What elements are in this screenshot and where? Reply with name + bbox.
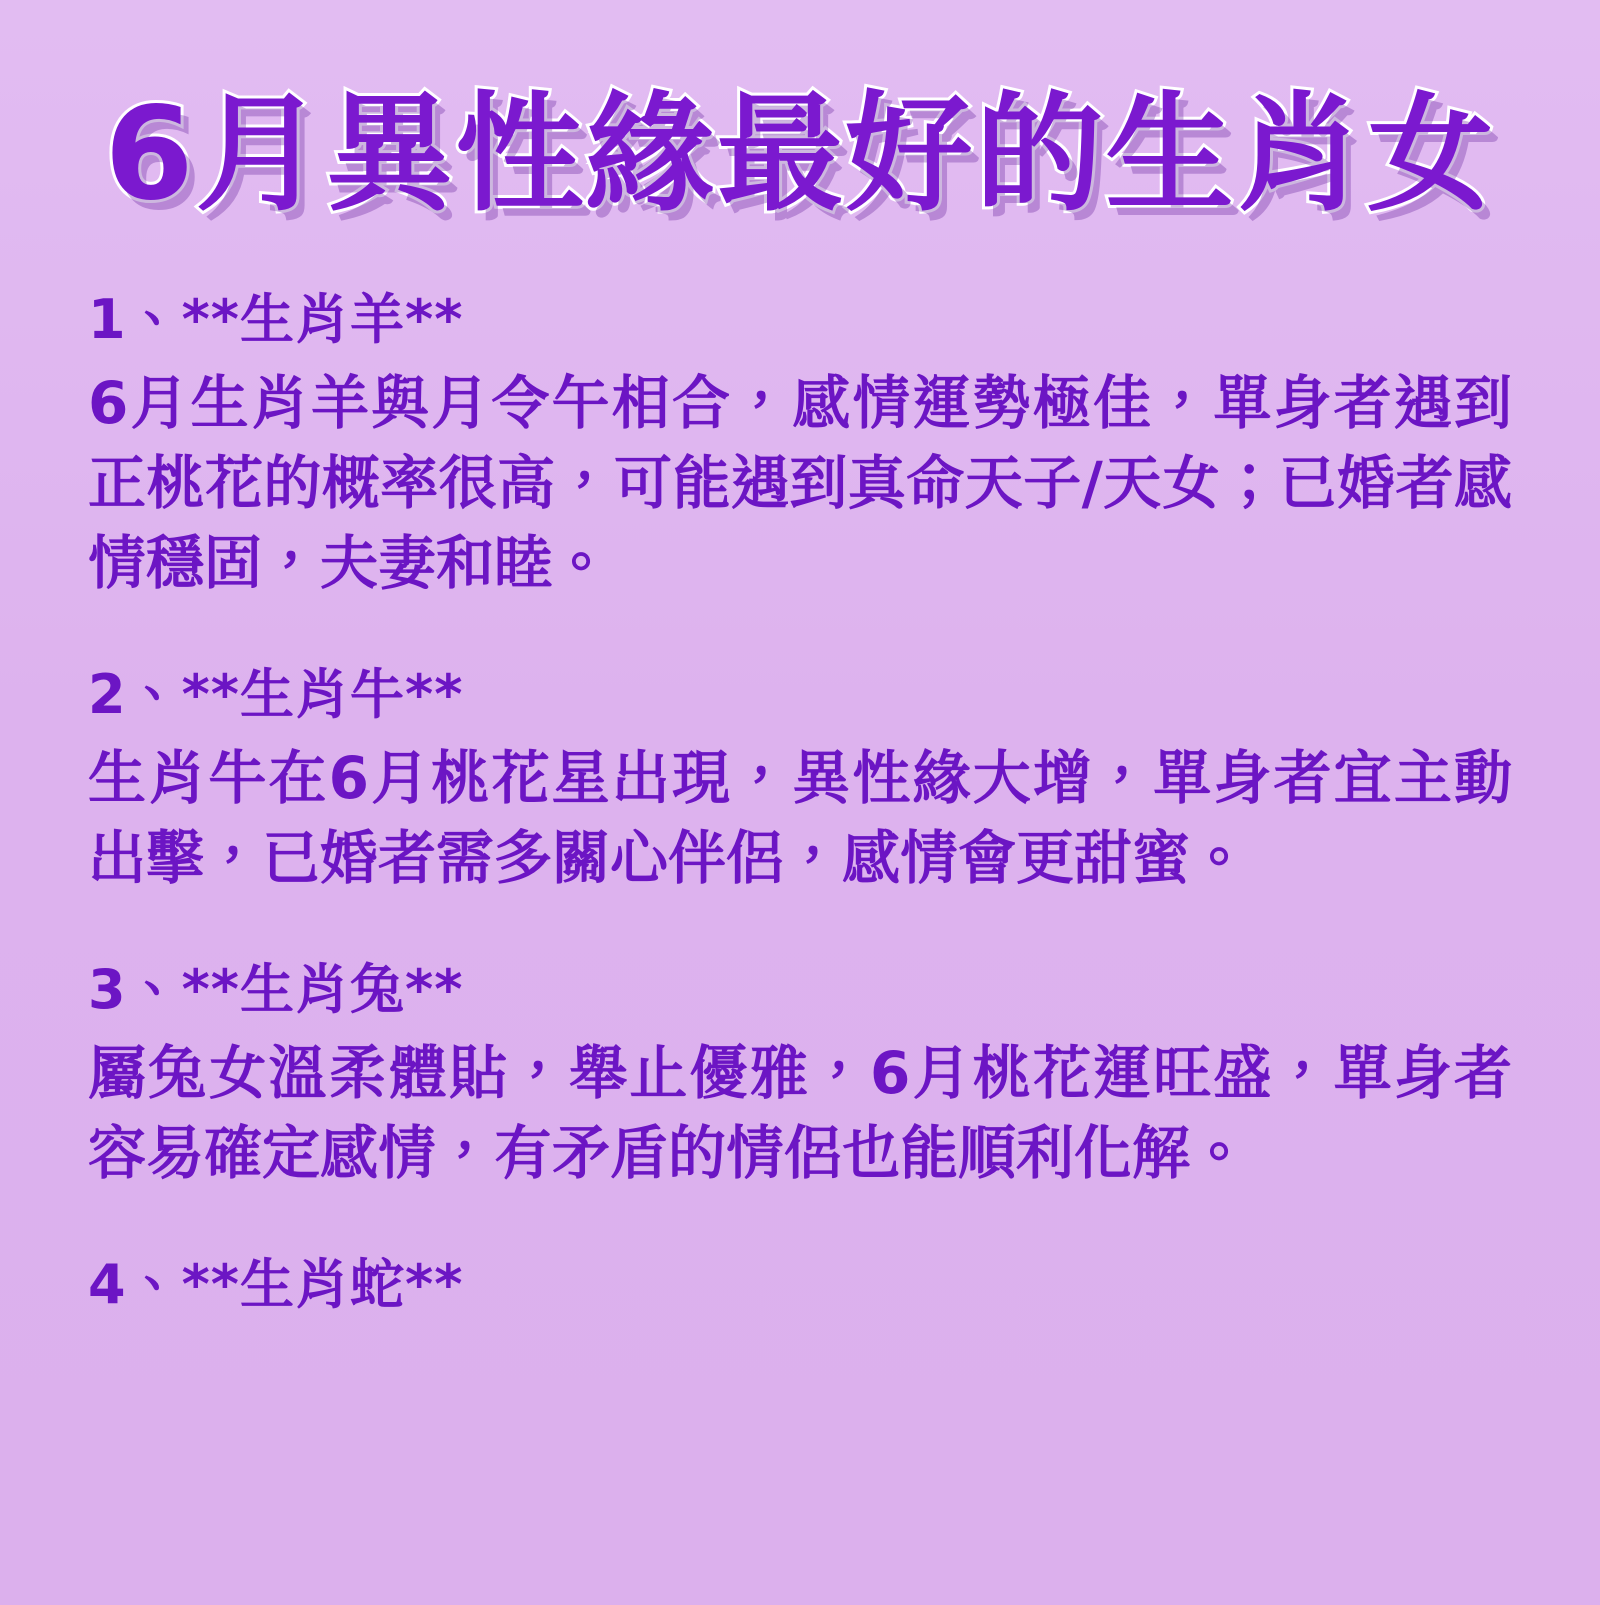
- zodiac-heading-4: 4、**生肖蛇**: [88, 1253, 464, 1317]
- zodiac-section-2: [88, 659, 1512, 898]
- zodiac-text-1: 6月生肖羊與月令午相合，感情運勢極佳，單身者遇到正桃花的概率很高，可能遇到真命天子/天女；已婚者感情穩固，夫妻和睦。: [88, 369, 1512, 598]
- zodiac-section-4: [88, 1249, 1512, 1322]
- zodiac-section-1: [88, 284, 1512, 603]
- poster-body: [0, 222, 1600, 1322]
- zodiac-section-3: [88, 954, 1512, 1193]
- zodiac-heading-2: 2、**生肖牛**: [88, 663, 464, 727]
- zodiac-text-3: 屬兔女溫柔體貼，舉止優雅，6月桃花運旺盛，單身者容易確定感情，有矛盾的情侶也能順利化解。: [88, 1039, 1512, 1188]
- zodiac-heading-3: 3、**生肖兔**: [88, 958, 464, 1022]
- zodiac-heading-1: 1、**生肖羊**: [88, 288, 464, 352]
- page-title: 6月異性緣最好的生肖女: [104, 80, 1496, 229]
- zodiac-text-2: 生肖牛在6月桃花星出現，異性緣大增，單身者宜主動出擊，已婚者需多關心伴侶，感情會更甜蜜。: [88, 744, 1512, 893]
